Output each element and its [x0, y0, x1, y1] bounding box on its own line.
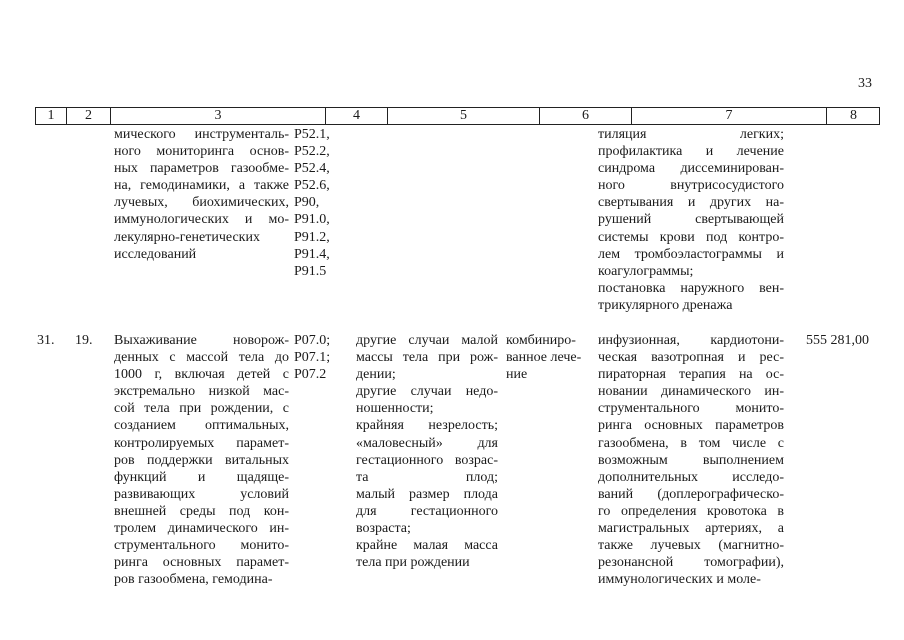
text-line: ринга основных параметров	[598, 418, 784, 434]
text-line: P52.1,	[294, 127, 330, 142]
text-line: возраста;	[356, 521, 411, 537]
text-line: P91.5	[294, 263, 327, 279]
text-line: денных с массой тела до	[114, 350, 289, 366]
text-line: исследований	[114, 246, 197, 262]
column-header-1: 1	[47, 108, 55, 123]
text-line: P07.0;	[294, 333, 331, 348]
row-31-cost: 555 281,00	[806, 333, 869, 348]
page-number: 33	[858, 76, 872, 91]
text-line: иммунологических и моле-	[598, 572, 761, 588]
table-header	[35, 107, 880, 125]
text-line: тролем динамического ин-	[114, 521, 289, 537]
text-line: новании динамического ин-	[598, 384, 784, 400]
text-line: профилактика и лечение	[598, 144, 784, 160]
text-line: лем тромбоэластограммы и	[598, 246, 784, 262]
column-header-6: 6	[539, 108, 631, 124]
text-line: магистральных артериях, а	[598, 521, 784, 537]
text-line: ного внутрисосудистого	[598, 178, 784, 194]
row-31-patient-model	[356, 332, 498, 571]
text-line: для гестационного	[356, 503, 498, 519]
text-line: тела при рождении	[356, 555, 470, 571]
column-header-8: 8	[826, 108, 880, 124]
text-line: системы крови под контро-	[598, 229, 784, 245]
text-line: ванное лече-	[506, 350, 582, 366]
text-line: P52.2,	[294, 144, 330, 160]
text-line: свертывания и других на-	[598, 195, 784, 211]
text-line: инфузионная, кардиотони-	[598, 333, 784, 348]
text-line: крайне малая масса	[356, 538, 498, 554]
text-line: P52.4,	[294, 161, 330, 177]
text-line: та плод;	[356, 469, 498, 485]
text-line: P91.0,	[294, 212, 330, 228]
text-line: ров газообмена, гемодина-	[114, 572, 273, 588]
text-line: рушений свертывающей	[598, 212, 784, 228]
text-line: ров поддержки витальных	[114, 452, 289, 468]
text-line: контролируемых парамет-	[114, 435, 289, 451]
text-line: другие случаи малой	[356, 333, 498, 348]
text-line: иммунологических и мо-	[114, 212, 289, 228]
column-header-2: 2	[66, 108, 110, 124]
text-line: 1000 г, включая детей с	[114, 367, 289, 383]
text-line: гестационного возрас-	[356, 452, 498, 468]
text-line: P91.2,	[294, 229, 330, 245]
column-header-3: 3	[110, 108, 325, 124]
text-line: тиляция легких;	[598, 127, 784, 142]
text-line: ношенности;	[356, 401, 434, 417]
column-header-5: 5	[387, 108, 539, 124]
text-line: ных параметров газообме-	[114, 161, 289, 177]
text-line: экстремально низкой мас-	[114, 384, 289, 400]
text-line: резонансной томографии),	[598, 555, 784, 571]
text-line: Выхаживание новорож-	[114, 333, 289, 348]
text-line: газообмена, в том числе с	[598, 435, 784, 451]
text-line: также лучевых (магнитно-	[598, 538, 784, 554]
text-line: сой тела при рождении, с	[114, 401, 289, 417]
text-line: комбиниро-	[506, 333, 576, 348]
column-header-4: 4	[325, 108, 387, 124]
text-line: дополнительных исследо-	[598, 469, 784, 485]
text-line: P90,	[294, 195, 320, 211]
text-line: ринга основных парамет-	[114, 555, 289, 571]
text-line: ного мониторинга основ-	[114, 144, 289, 160]
text-line: пираторная терапия на ос-	[598, 367, 784, 383]
text-line: коагулограммы;	[598, 263, 694, 279]
row-31-care-description	[114, 332, 289, 588]
text-line: струментального монито-	[114, 538, 289, 554]
row-31-icd-codes	[294, 332, 354, 383]
text-line: развивающих условий	[114, 486, 289, 502]
text-line: возможным выполнением	[598, 452, 784, 468]
text-line: созданием оптимальных,	[114, 418, 289, 434]
text-line: P91.4,	[294, 246, 330, 262]
text-line: функций и щадяще-	[114, 469, 289, 485]
row-31-number: 31.	[37, 333, 55, 348]
text-line: синдрома диссеминирован-	[598, 161, 784, 177]
text-line: P52.6,	[294, 178, 330, 194]
text-line: малый размер плода	[356, 486, 498, 502]
text-line: мического инструменталь-	[114, 127, 289, 142]
text-line: другие случаи недо-	[356, 384, 498, 400]
text-line: го определения кровотока в	[598, 503, 784, 519]
text-line: струментального монито-	[598, 401, 784, 417]
continued-col3-text	[114, 126, 289, 263]
text-line: на, гемодинамики, а также	[114, 178, 289, 194]
row-31-group-number: 19.	[75, 333, 93, 348]
text-line: ческая вазотропная и рес-	[598, 350, 784, 366]
row-31-treatment-method	[598, 332, 784, 588]
text-line: внешней среды под кон-	[114, 503, 289, 519]
text-line: ваний (доплерографическо-	[598, 486, 784, 502]
text-line: крайняя незрелость;	[356, 418, 498, 434]
continued-col4-codes	[294, 126, 354, 280]
text-line: ние	[506, 367, 528, 383]
text-line: постановка наружного вен-	[598, 280, 784, 296]
text-line: P07.1;	[294, 350, 331, 366]
text-line: дении;	[356, 367, 396, 383]
text-line: массы тела при рож-	[356, 350, 498, 366]
text-line: лекулярно-генетических	[114, 229, 260, 245]
text-line: трикулярного дренажа	[598, 297, 733, 313]
column-header-7: 7	[631, 108, 826, 124]
row-31-treatment-type	[506, 332, 598, 383]
continued-col7-text	[598, 126, 784, 314]
text-line: лучевых, биохимических,	[114, 195, 289, 211]
text-line: «маловесный» для	[356, 435, 498, 451]
text-line: P07.2	[294, 367, 327, 383]
